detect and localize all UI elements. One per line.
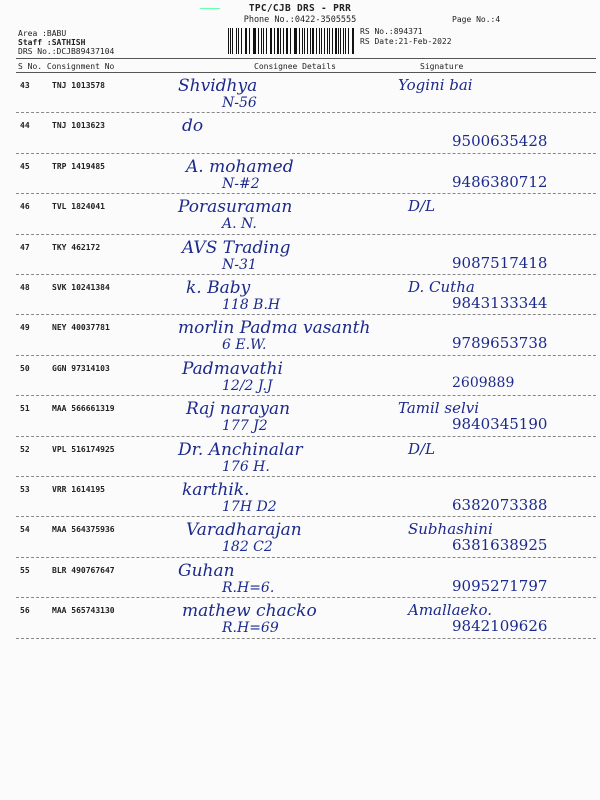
row-serial-number: 46 [20,202,30,212]
receiver-phone-handwritten: 9842109626 [452,617,548,636]
row-separator [16,436,596,437]
barcode [228,28,356,56]
row-consignment-number: GGN 97314103 [52,363,110,373]
barcode-bar [321,28,322,54]
row-separator [16,395,596,396]
row-consignment-number: NEY 40037781 [52,323,110,333]
barcode-bar [249,28,250,54]
row-separator [16,597,596,598]
receiver-phone-handwritten: 9840345190 [452,415,548,434]
barcode-bar [329,28,330,54]
row-consignment-number: SVK 10241384 [52,283,110,292]
row-separator [16,274,596,275]
receiver-signature: D/L [408,197,436,216]
col-signature: Signature [420,62,464,71]
row-consignment-number: MAA 565743130 [52,606,115,616]
consignee-door-number: N-31 [222,256,257,273]
consignee-door-number: A. N. [222,216,257,233]
row-separator [16,112,596,113]
consignee-name-handwritten: AVS Trading [182,237,291,258]
receiver-phone-handwritten: 6381638925 [452,536,548,555]
consignee-door-number: 176 H. [222,458,270,475]
receiver-phone-handwritten: 9789653738 [452,334,548,353]
receiver-phone-handwritten: 6382073388 [452,496,548,514]
barcode-bar [263,28,264,54]
barcode-bar [348,28,349,54]
row-serial-number: 44 [20,121,30,131]
header-rule-bottom [16,72,596,73]
consignee-door-number: 182 C2 [222,539,273,556]
consignee-name-handwritten: Padmavathi [182,358,283,379]
consignee-door-number: N-#2 [222,175,260,192]
receiver-signature: Yogini bai [398,76,473,94]
consignee-door-number: 12/2 J.J [222,377,273,394]
rs-number: RS No.:894371 [360,27,423,36]
row-separator [16,638,596,639]
rs-date: RS Date:21-Feb-2022 [360,37,452,46]
receiver-signature: D/L [408,439,436,458]
barcode-bar [343,28,344,54]
consignee-door-number: N-56 [222,95,257,111]
consignee-name-handwritten: Guhan [178,560,235,581]
row-consignment-number: TRP 1419485 [52,161,105,171]
row-consignment-number: TVL 1824041 [52,202,105,212]
barcode-bar [236,28,237,54]
row-separator [16,355,596,356]
consignee-door-number: 17H D2 [222,499,277,515]
consignee-door-number: 118 B.H [222,297,281,313]
consignee-name-handwritten: do [182,116,204,137]
consignee-name-handwritten: Varadharajan [186,520,302,541]
receiver-phone-handwritten: 9486380712 [452,172,548,191]
row-serial-number: 52 [20,444,30,454]
row-serial-number: 56 [20,606,30,616]
row-separator [16,516,596,517]
row-serial-number: 50 [20,363,30,373]
receiver-signature: Amallaeko. [408,601,493,620]
row-separator [16,234,596,235]
barcode-bar [335,28,336,54]
barcode-bar [287,28,288,54]
barcode-bar [302,28,303,54]
consignee-name-handwritten: Shvidhya [178,76,258,96]
consignee-name-handwritten: A. mohamed [186,156,294,177]
row-serial-number: 54 [20,525,30,535]
consignee-door-number: 177 J2 [222,418,268,435]
barcode-bar [280,28,281,54]
consignee-name-handwritten: morlin Padma vasanth [178,318,371,339]
staff-label: Staff :SATHISH [18,38,86,47]
barcode-bar [254,28,255,54]
consignee-name-handwritten: Porasuraman [178,197,293,218]
barcode-bar [312,28,313,54]
phone-number: Phone No.:0422-3505555 [243,15,357,25]
receiver-signature: Subhashini [408,520,493,539]
row-separator [16,193,596,194]
receiver-phone-handwritten: 9843133344 [452,294,548,312]
barcode-bar [228,28,229,54]
consignee-door-number: R.H=69 [222,620,279,637]
barcode-bar [310,28,311,54]
barcode-bar [266,28,267,54]
row-serial-number: 53 [20,485,30,494]
drs-number: DRS No.:DCJB89437104 [18,47,115,56]
receiver-phone-handwritten: 2609889 [452,374,515,391]
row-separator [16,314,596,315]
receiver-phone-handwritten: 9095271797 [452,576,548,595]
consignee-name-handwritten: mathew chacko [182,601,317,622]
barcode-bar [277,28,278,54]
sheet-title: TPC/CJB DRS - PRR [248,3,352,14]
row-consignment-number: MAA 566661319 [52,404,115,414]
row-separator [16,557,596,558]
consignee-door-number: 6 E.W. [222,337,267,354]
receiver-signature: Tamil selvi [398,399,480,418]
consignee-name-handwritten: Raj narayan [186,399,291,420]
receiver-phone-handwritten: 9087517418 [452,253,548,272]
header-rule-top [16,58,596,59]
row-consignment-number: TKY 462172 [52,242,101,252]
row-serial-number: 48 [20,283,30,292]
row-serial-number: 43 [20,81,30,90]
row-serial-number: 45 [20,161,30,171]
row-serial-number: 49 [20,323,30,333]
consignee-name-handwritten: karthik. [182,480,250,500]
row-consignment-number: MAA 564375936 [52,525,115,535]
area-label: Area :BABU [18,29,67,38]
consignee-door-number: R.H=6. [222,579,275,596]
barcode-bar [241,28,242,54]
page-number: Page No.:4 [452,15,501,24]
row-consignment-number: TNJ 1013578 [52,81,105,90]
row-consignment-number: VRR 1614195 [52,485,105,494]
row-serial-number: 47 [20,242,30,252]
consignee-name-handwritten: Dr. Anchinalar [178,439,303,460]
row-serial-number: 51 [20,404,30,414]
consignee-name-handwritten: k. Baby [186,278,251,298]
receiver-signature: D. Cutha [408,278,475,296]
receiver-phone-handwritten: 9500635428 [452,132,548,151]
row-consignment-number: BLR 490767647 [52,565,115,575]
row-separator [16,153,596,154]
row-consignment-number: TNJ 1013623 [52,121,105,131]
row-consignment-number: VPL 516174925 [52,444,115,454]
col-consignee-details: Consignee Details [254,62,336,71]
barcode-bar [295,28,296,54]
row-separator [16,476,596,477]
row-serial-number: 55 [20,565,30,575]
col-sno-consignment: S No. Consignment No [18,62,115,71]
